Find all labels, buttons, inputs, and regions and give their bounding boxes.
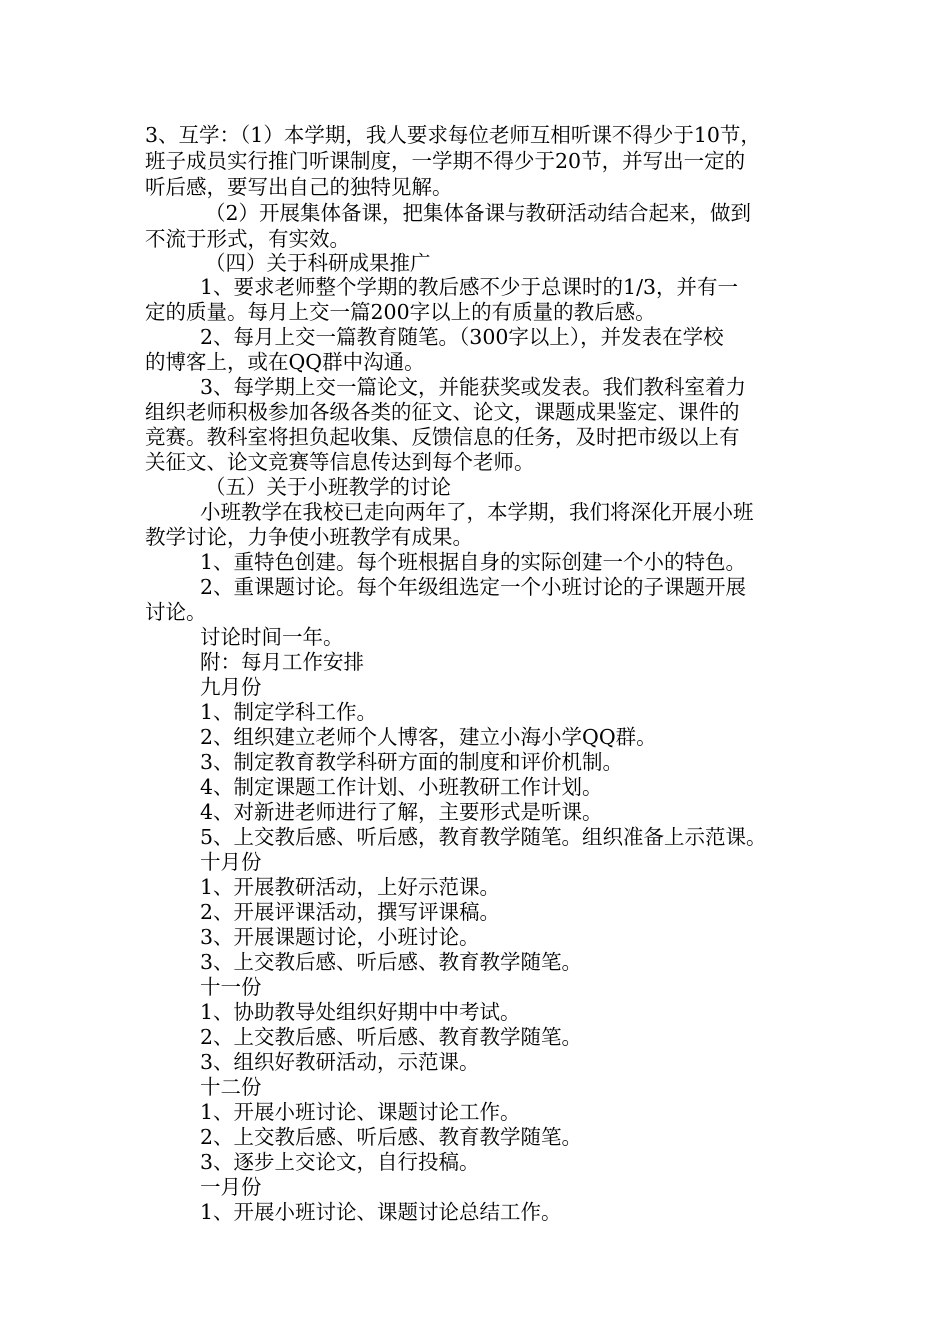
text-line: 附：每月工作安排 — [200, 650, 364, 674]
month-heading: 十月份 — [200, 850, 262, 874]
list-item: 2、上交教后感、听后感、教育教学随笔。 — [200, 1025, 583, 1049]
text-line: （2）开展集体备课，把集体备课与教研活动结合起来，做到 — [205, 201, 752, 225]
text-line: 1、要求老师整个学期的教后感不少于总课时的1/3，并有一 — [200, 275, 739, 299]
text-line: 不流于形式，有实效。 — [145, 227, 350, 251]
text-line: 的博客上，或在QQ群中沟通。 — [145, 350, 425, 374]
list-item: 3、组织好教研活动，示范课。 — [200, 1050, 480, 1074]
list-item: 4、制定课题工作计划、小班教研工作计划。 — [200, 775, 603, 799]
text-line: 听后感，要写出自己的独特见解。 — [145, 175, 453, 199]
text-line: 2、每月上交一篇教育随笔。（300字以上），并发表在学校 — [200, 325, 724, 349]
list-item: 4、对新进老师进行了解，主要形式是听课。 — [200, 800, 603, 824]
month-heading: 九月份 — [200, 675, 262, 699]
list-item: 3、制定教育教学科研方面的制度和评价机制。 — [200, 750, 624, 774]
list-item: 2、上交教后感、听后感、教育教学随笔。 — [200, 1125, 583, 1149]
list-item: 5、上交教后感、听后感，教育教学随笔。组织准备上示范课。 — [200, 825, 767, 849]
text-line: 1、重特色创建。每个班根据自身的实际创建一个小的特色。 — [200, 550, 747, 574]
text-line: 小班教学在我校已走向两年了，本学期，我们将深化开展小班 — [200, 500, 754, 524]
list-item: 1、开展小班讨论、课题讨论总结工作。 — [200, 1200, 562, 1224]
text-line: 关征文、论文竞赛等信息传达到每个老师。 — [145, 450, 535, 474]
list-item: 1、协助教导处组织好期中中考试。 — [200, 1000, 521, 1024]
list-item: 2、组织建立老师个人博客，建立小海小学QQ群。 — [200, 725, 657, 749]
list-item: 3、开展课题讨论，小班讨论。 — [200, 925, 480, 949]
text-line: 竞赛。教科室将担负起收集、反馈信息的任务，及时把市级以上有 — [145, 425, 740, 449]
list-item: 1、开展教研活动，上好示范课。 — [200, 875, 501, 899]
section-heading: （五）关于小班教学的讨论 — [205, 475, 451, 499]
list-item: 1、开展小班讨论、课题讨论工作。 — [200, 1100, 521, 1124]
text-line: 3、每学期上交一篇论文，并能获奖或发表。我们教科室着力 — [200, 375, 747, 399]
section-heading: （四）关于科研成果推广 — [205, 251, 431, 275]
text-line: 教学讨论，力争使小班教学有成果。 — [145, 525, 473, 549]
list-item: 3、逐步上交论文，自行投稿。 — [200, 1150, 480, 1174]
list-item: 2、开展评课活动，撰写评课稿。 — [200, 900, 501, 924]
text-line: 组织老师积极参加各级各类的征文、论文，课题成果鉴定、课件的 — [145, 400, 740, 424]
text-line: 定的质量。每月上交一篇200字以上的有质量的教后感。 — [145, 300, 656, 324]
text-line: 讨论时间一年。 — [200, 625, 344, 649]
month-heading: 十二份 — [200, 1075, 262, 1099]
text-line: 班子成员实行推门听课制度，一学期不得少于20节，并写出一定的 — [145, 149, 746, 173]
list-item: 3、上交教后感、听后感、教育教学随笔。 — [200, 950, 583, 974]
month-heading: 十一份 — [200, 975, 262, 999]
text-line: 讨论。 — [145, 600, 207, 624]
month-heading: 一月份 — [200, 1175, 262, 1199]
list-item: 1、制定学科工作。 — [200, 700, 378, 724]
text-line: 3、互学：（1）本学期，我人要求每位老师互相听课不得少于10节， — [145, 123, 761, 147]
text-line: 2、重课题讨论。每个年级组选定一个小班讨论的子课题开展 — [200, 575, 747, 599]
